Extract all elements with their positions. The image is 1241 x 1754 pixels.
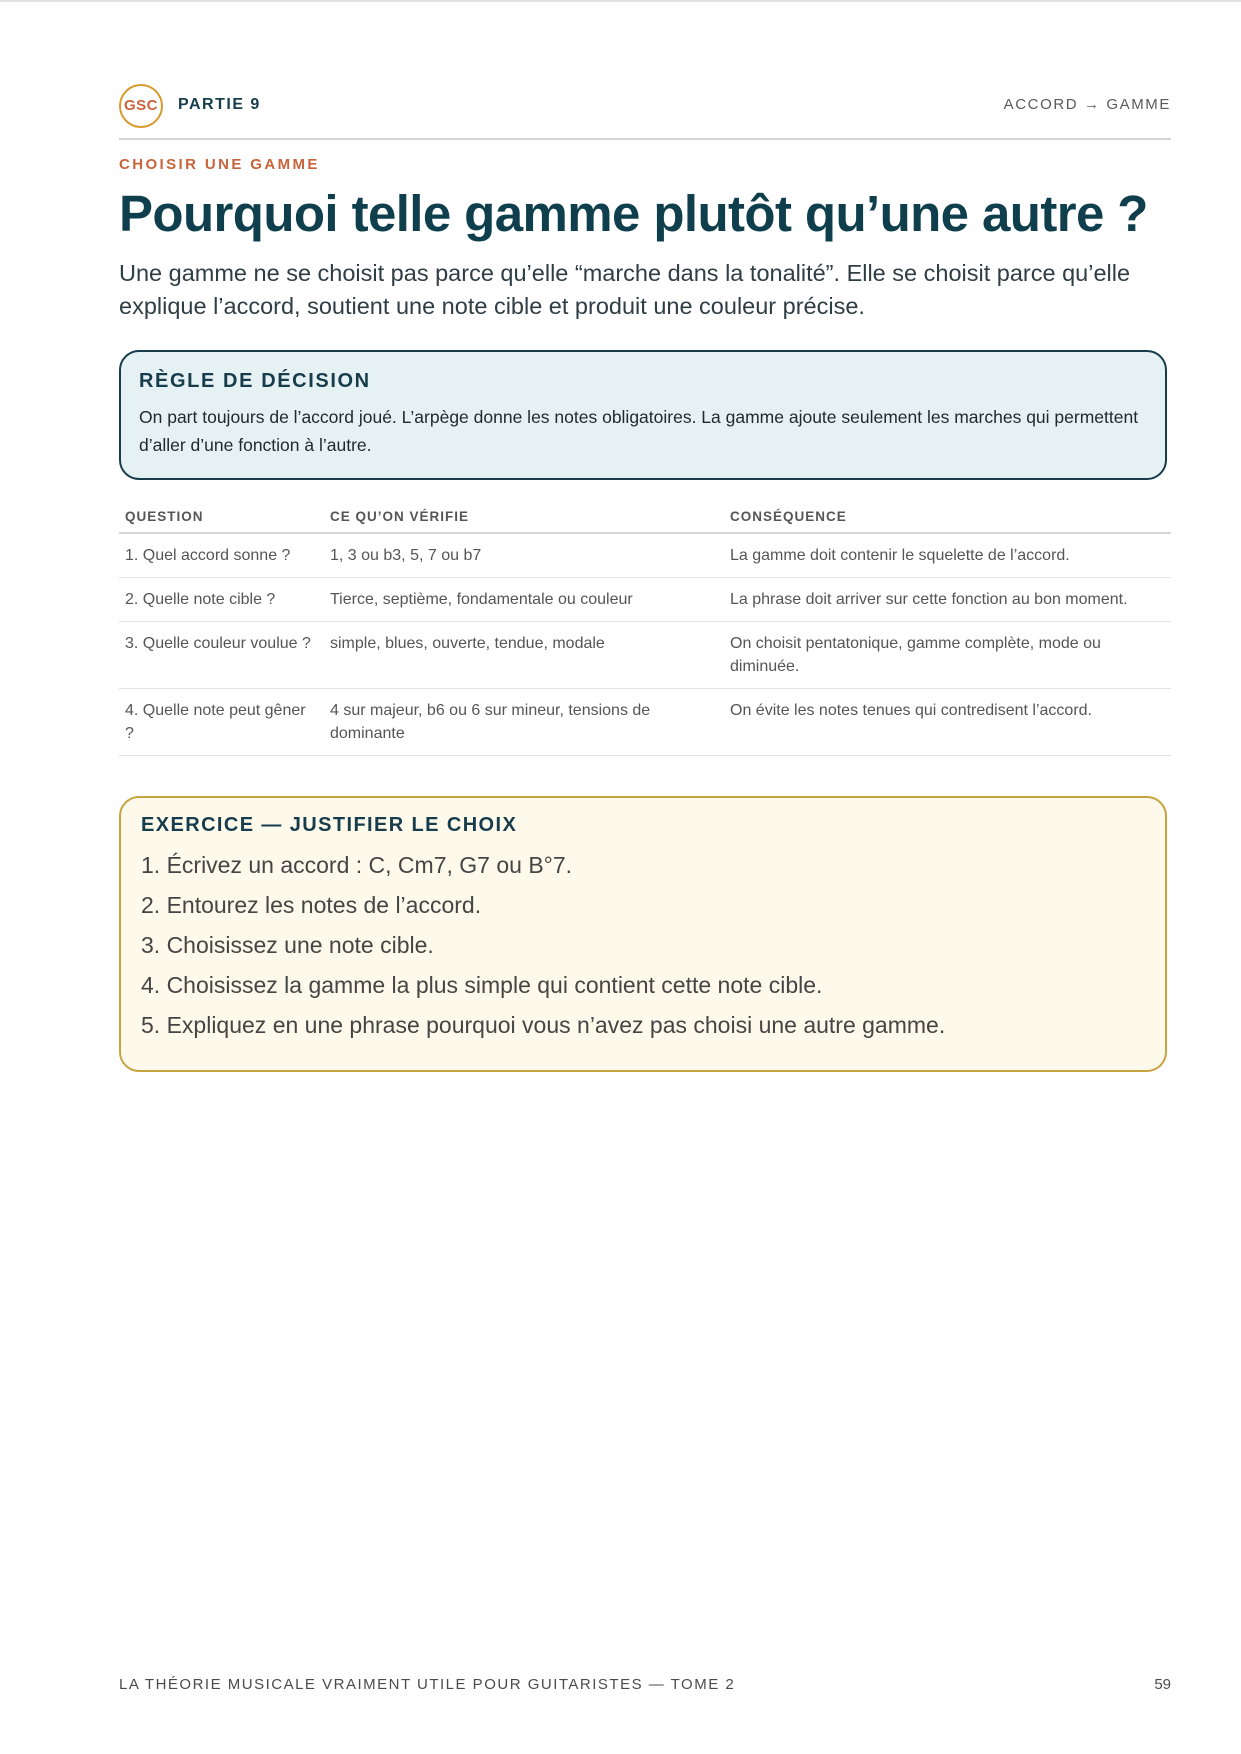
list-item: 2. Entourez les notes de l’accord.	[141, 892, 482, 918]
page-header	[119, 84, 1171, 128]
table-cell: 4 sur majeur, b6 ou 6 sur mineur, tensions de dominante	[324, 689, 724, 756]
intro-paragraph: Une gamme ne se choisit pas parce qu’elle “marche dans la tonalité”. Elle se choisit parce qu’elle explique l’accord, soutient une note cible et produit une couleur précise.	[119, 260, 1131, 319]
kicker: CHOISIR UNE GAMME	[119, 156, 320, 173]
book-title: LA THÉORIE MUSICALE VRAIMENT UTILE POUR GUITARISTES — TOME 2	[119, 1676, 736, 1693]
table-cell: 1, 3 ou b3, 5, 7 ou b7	[324, 533, 724, 578]
table-cell: 1. Quel accord sonne ?	[119, 533, 324, 578]
list-item: 5. Expliquez en une phrase pourquoi vous n’avez pas choisi une autre gamme.	[141, 1012, 946, 1038]
column-header-consequence: CONSÉQUENCE	[724, 501, 1171, 533]
table-row	[119, 622, 1171, 689]
column-header-question: QUESTION	[119, 501, 324, 533]
decision-rule-text: On part toujours de l’accord joué. L’arpège donne les notes obligatoires. La gamme ajoute seulement les marches qui permettent d’aller d’une fonction à l’autre.	[139, 407, 1139, 455]
table-row	[119, 689, 1171, 756]
exercise-box	[119, 796, 1167, 1072]
exercise-title: EXERCICE — JUSTIFIER LE CHOIX	[141, 814, 518, 836]
page-title: Pourquoi telle gamme plutôt qu’une autre ?	[119, 185, 1148, 242]
table-cell: simple, blues, ouverte, tendue, modale	[324, 622, 724, 689]
part-label: PARTIE 9	[178, 96, 261, 113]
page-number: 59	[1154, 1676, 1171, 1693]
table-cell: 4. Quelle note peut gêner ?	[119, 689, 324, 756]
top-border	[0, 0, 1241, 2]
page-footer	[119, 1676, 1171, 1700]
table-cell: La gamme doit contenir le squelette de l’accord.	[724, 533, 1171, 578]
decision-rule-title: RÈGLE DE DÉCISION	[139, 370, 371, 392]
section-label: ACCORD → GAMME	[1003, 96, 1171, 113]
table-cell: On choisit pentatonique, gamme complète, mode ou diminuée.	[724, 622, 1171, 689]
decision-rule-box	[119, 350, 1167, 480]
decision-table	[119, 501, 1171, 756]
table-cell: 2. Quelle note cible ?	[119, 578, 324, 622]
table-cell: Tierce, septième, fondamentale ou couleur	[324, 578, 724, 622]
gsc-logo: GSC	[119, 84, 163, 128]
column-header-check: CE QU’ON VÉRIFIE	[324, 501, 724, 533]
table-cell: 3. Quelle couleur voulue ?	[119, 622, 324, 689]
table-row	[119, 578, 1171, 622]
table-cell: On évite les notes tenues qui contredisent l’accord.	[724, 689, 1171, 756]
list-item: 3. Choisissez une note cible.	[141, 932, 434, 958]
list-item: 1. Écrivez un accord : C, Cm7, G7 ou B°7.	[141, 852, 573, 878]
table-cell: La phrase doit arriver sur cette fonction au bon moment.	[724, 578, 1171, 622]
list-item: 4. Choisissez la gamme la plus simple qui contient cette note cible.	[141, 972, 823, 998]
header-divider	[119, 138, 1171, 140]
table-row	[119, 533, 1171, 578]
table-header-row	[119, 501, 1171, 533]
exercise-list	[141, 845, 1145, 1045]
